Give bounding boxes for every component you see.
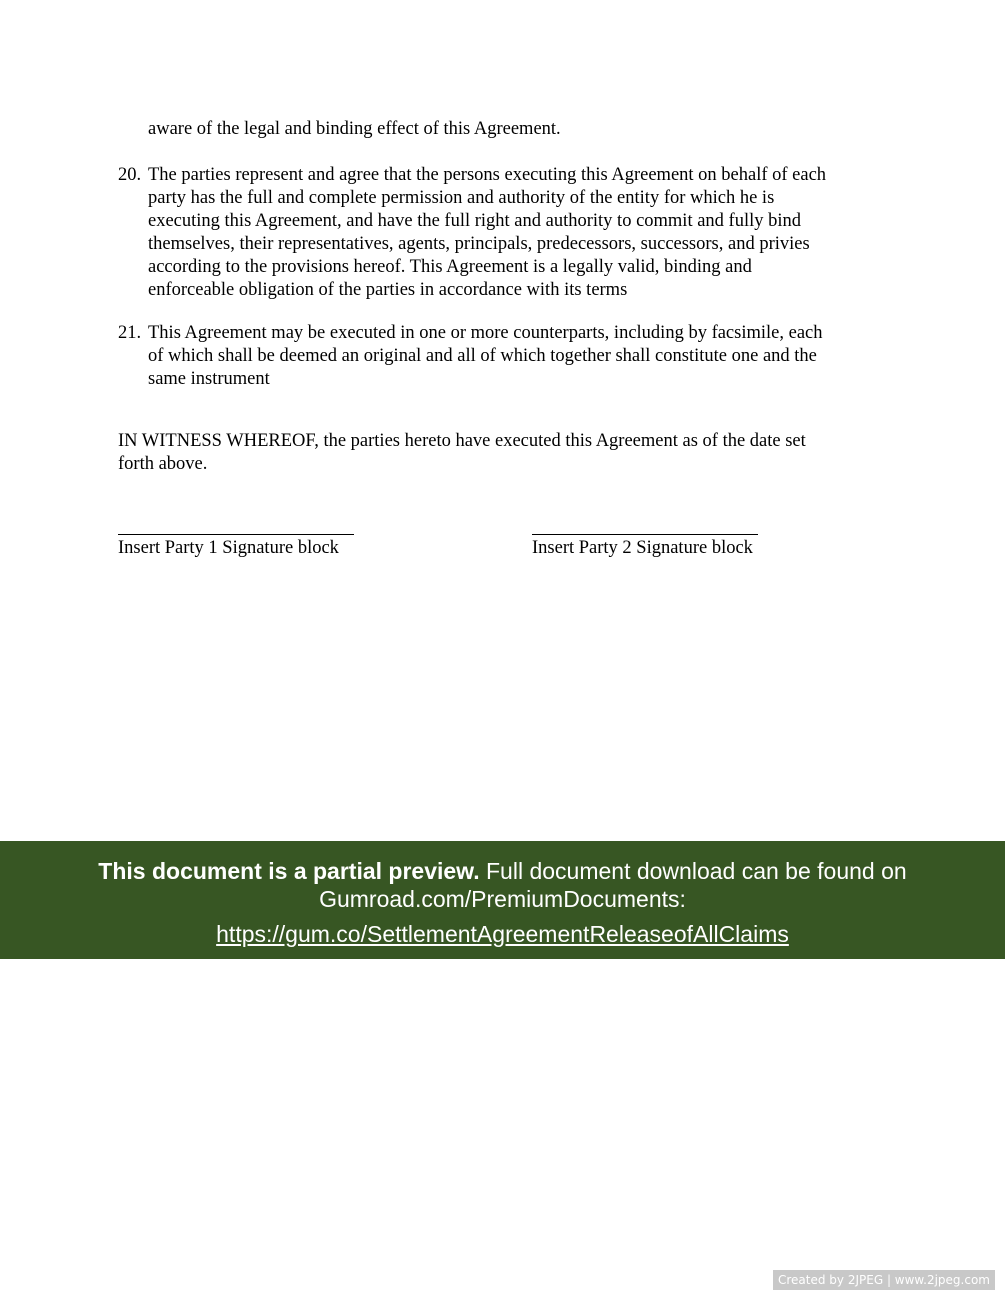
watermark: Created by 2JPEG | www.2jpeg.com xyxy=(773,1270,995,1290)
banner-message xyxy=(0,857,1005,885)
clause-line: themselves, their representatives, agents, principals, predecessors, successors, and privies xyxy=(148,234,810,254)
clause-line: enforceable obligation of the parties in accordance with its terms xyxy=(148,280,628,300)
witness-paragraph xyxy=(118,430,806,476)
clause-number: 21. xyxy=(118,323,142,343)
clause-body xyxy=(148,322,888,391)
signature-label: Insert Party 1 Signature block xyxy=(118,538,339,558)
signature-label: Insert Party 2 Signature block xyxy=(532,538,753,558)
signature-line xyxy=(532,510,758,535)
clause-line: according to the provisions hereof. This Agreement is a legally valid, binding and xyxy=(148,257,752,277)
clause-line: of which shall be deemed an original and all of which together shall constitute one and the xyxy=(148,346,817,366)
clause-line: executing this Agreement, and have the full right and authority to commit and fully bind xyxy=(148,211,802,231)
banner-site: Gumroad.com/PremiumDocuments: xyxy=(319,886,686,912)
signature-line xyxy=(118,510,354,535)
signature-block-party-2 xyxy=(532,510,758,560)
clause-number: 20. xyxy=(118,165,142,185)
witness-line: IN WITNESS WHEREOF, the parties hereto have executed this Agreement as of the date set xyxy=(118,431,806,451)
banner-bold-text: This document is a partial preview. xyxy=(98,858,480,884)
clause-line: This Agreement may be executed in one or more counterparts, including by facsimile, each xyxy=(148,323,823,343)
signature-block-party-1 xyxy=(118,510,354,560)
download-link[interactable]: https://gum.co/SettlementAgreementReleaseofAllClaims xyxy=(216,921,789,947)
preview-banner xyxy=(0,841,1005,959)
witness-line: forth above. xyxy=(118,454,208,474)
clause-body xyxy=(148,164,888,302)
clause-line: party has the full and complete permission and authority of the entity for which he is xyxy=(148,188,775,208)
banner-text: Full document download can be found on xyxy=(479,858,907,884)
clause-line: same instrument xyxy=(148,369,270,389)
continuation-paragraph: aware of the legal and binding effect of this Agreement. xyxy=(148,119,561,139)
clause-line: The parties represent and agree that the persons executing this Agreement on behalf of each xyxy=(148,165,827,185)
